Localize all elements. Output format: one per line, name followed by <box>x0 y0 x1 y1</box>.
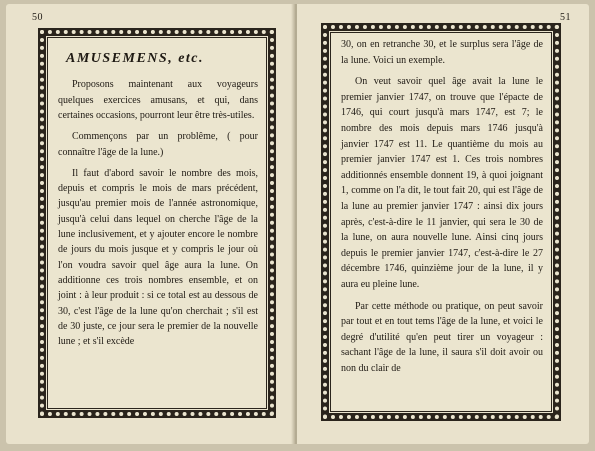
paragraph: Commençons par un problême, ( pour connaître l'âge de la lune.) <box>58 131 258 158</box>
left-page-number: 50 <box>32 12 43 23</box>
paragraph: 30, on en retranche 30, et le surplus sera l'âge de la lune. Voici un exemple. <box>341 39 543 66</box>
right-page-number: 51 <box>560 12 571 23</box>
left-page-text <box>58 46 258 402</box>
right-page <box>297 4 589 444</box>
left-ornamental-border <box>38 28 276 418</box>
left-page <box>6 4 295 444</box>
right-ornamental-border <box>321 23 561 421</box>
paragraph: Proposons maintenant aux voyageurs quelques exercices amusans, et qui, dans certaines occasions, pourront leur être très-utiles. <box>58 79 258 121</box>
paragraph: Par cette méthode ou pratique, on peut savoir par tout et en tout tems l'âge de la lune, et voici le degré d'utilité qu'en peut tirer un voyageur : sachant l'âge de la lune, il saura s'il doit avoir ou non du clair de <box>341 300 543 374</box>
paragraph: On veut savoir quel âge avait la lune le premier janvier 1747, on trouve que l'épacte de 1746, qui court jusqu'à mars 1747, est 7; le nombre des mois depuis mars 1746 jusqu'à janvier 1747 est 11. Le quantième du mois au premier janvier 1747 est 1. Ces trois nombres additionnés ensemble donnent 19, à quoi joignant 1, comme on l'a dit, le tout fait 20, qui est l'âge de la lune au premier janvier 1747 : ainsi dix jours après, c'est-à-dire le 11 janvier, qui sera le 30 de la lune, on aura nouvelle lune. Ainsi cinq jours depuis le premier janvier 1747, c'est-à-dire le 27 décembre 1746, quinzième jour de la lune, il y aura eu pleine lune. <box>341 76 543 290</box>
paragraph: Il faut d'abord savoir le nombre des mois, depuis et compris le mois de mars précédent, jusqu'au premier mois de l'année astronomique, jusqu'à celui dans lequel on cherche l'âge de la lune inclusivement, et y ajouter encore le nombre de jours du mois jusque et y compris le jour où l'on voudra savoir quel âge aura la lune. On additionne ces trois nombres ensemble, et on joint : à leur produit : si ce total est au dessous de 30, c'est l'âge de la lune qu'on cherchait ; s'il est de 30 juste, ce jour sera le premier de la nouvelle lune ; et s'il excède <box>58 167 258 348</box>
right-page-text <box>341 37 543 405</box>
chapter-title: AMUSEMENS, etc. <box>66 51 205 66</box>
